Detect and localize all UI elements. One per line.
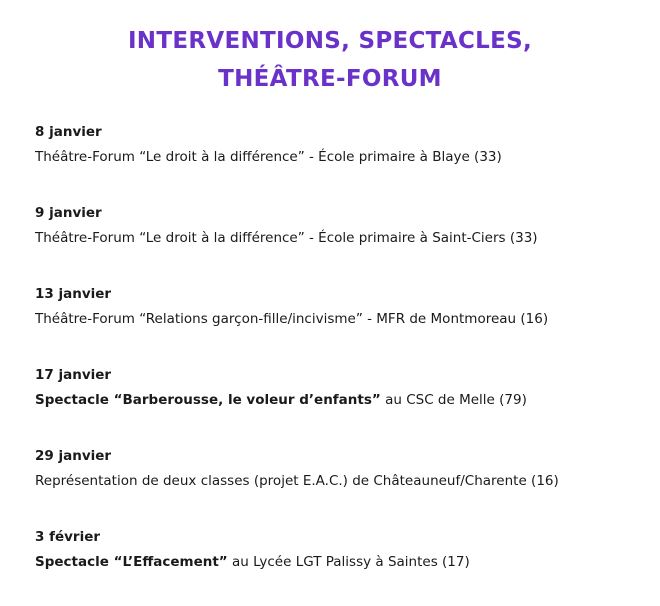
event-title-bold: Spectacle “L’Effacement” — [35, 554, 228, 570]
event-date: 13 janvier — [35, 286, 112, 302]
event-date: 8 janvier — [35, 124, 102, 140]
event-date: 17 janvier — [35, 367, 112, 383]
event-item — [35, 120, 650, 201]
event-description — [35, 549, 650, 575]
title-line-1: INTERVENTIONS, SPECTACLES, — [127, 28, 533, 54]
event-date: 9 janvier — [35, 205, 102, 221]
event-description — [35, 306, 650, 332]
event-title-bold: Spectacle “Barberousse, le voleur d’enfants” — [35, 392, 381, 408]
event-item — [35, 201, 650, 282]
event-description — [35, 144, 650, 170]
event-date: 3 février — [35, 529, 101, 545]
event-text: Théâtre-Forum “Le droit à la différence” - École primaire à Saint-Ciers (33) — [35, 230, 538, 246]
event-text: Théâtre-Forum “Relations garçon-fille/incivisme” - MFR de Montmoreau (16) — [35, 311, 549, 327]
event-description — [35, 468, 650, 494]
event-text: Représentation de deux classes (projet E.A.C.) de Châteauneuf/Charente (16) — [35, 473, 559, 489]
page-title — [0, 22, 660, 98]
event-text: au Lycée LGT Palissy à Saintes (17) — [227, 554, 470, 570]
event-item — [35, 525, 650, 606]
event-list — [35, 120, 650, 606]
event-item — [35, 363, 650, 444]
event-description — [35, 387, 650, 413]
title-line-2: THÉÂTRE-FORUM — [218, 66, 442, 92]
event-date: 29 janvier — [35, 448, 112, 464]
event-text: au CSC de Melle (79) — [380, 392, 527, 408]
event-text: Théâtre-Forum “Le droit à la différence” - École primaire à Blaye (33) — [35, 149, 502, 165]
event-item — [35, 282, 650, 363]
event-description — [35, 225, 650, 251]
event-item — [35, 444, 650, 525]
